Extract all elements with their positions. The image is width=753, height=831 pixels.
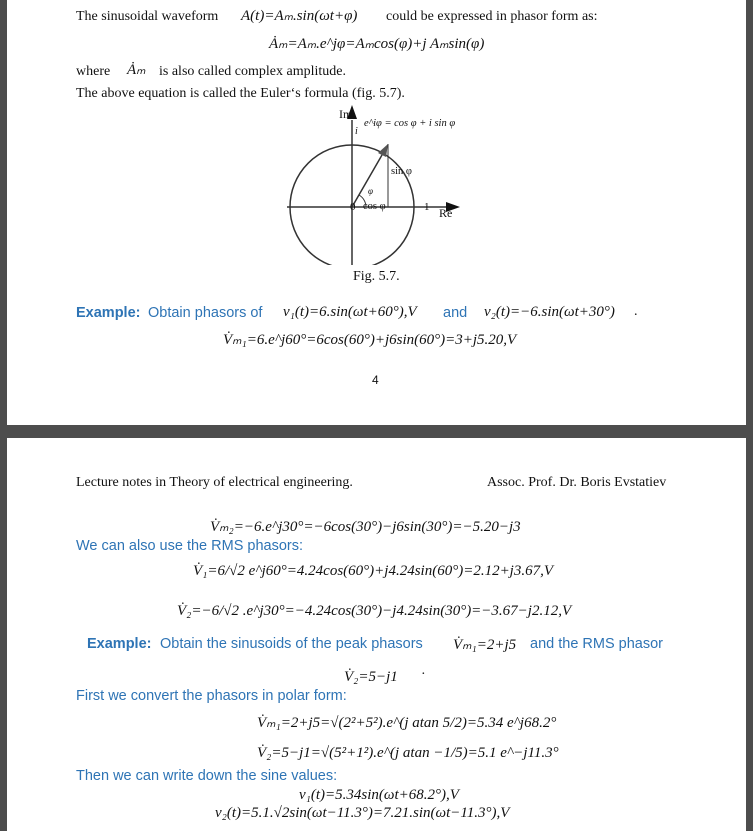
example2-vm1: V̇ₘ₁=2+j5: [453, 637, 517, 653]
where-prefix: where: [76, 64, 111, 79]
page-number: 4: [372, 373, 379, 387]
polar-text: First we convert the phasors in polar form:: [76, 688, 347, 704]
example-dot: .: [634, 304, 638, 319]
euler-label: e^iφ = cos φ + i sin φ: [364, 118, 456, 129]
figure-caption: Fig. 5.7.: [353, 269, 400, 284]
intro-tail: could be expressed in phasor form as:: [386, 9, 598, 24]
example2-text: Obtain the sinusoids of the peak phasors: [160, 636, 423, 652]
phasor-vector: [352, 144, 388, 207]
rms-text: We can also use the RMS phasors:: [76, 538, 304, 554]
header-right: Assoc. Prof. Dr. Boris Evstatiev: [487, 475, 667, 490]
example-label: Example:: [76, 305, 141, 321]
i-label: i: [355, 126, 358, 137]
intro-formula: A(t)=Aₘ.sin(ωt+φ): [241, 8, 358, 24]
where-tail: is also called complex amplitude.: [159, 64, 347, 79]
phi-label: φ: [368, 186, 373, 196]
example-v2: v₂(t)=−6.sin(ωt+30°): [484, 304, 615, 320]
example2-v2: V̇₂=5−j1: [344, 669, 398, 685]
v1-sine: v₁(t)=5.34sin(ωt+68.2°),V: [299, 787, 459, 803]
intro-text: The sinusoidal waveform: [76, 9, 219, 24]
document-page-1: [7, 0, 746, 425]
v2-sine: v₂(t)=5.1.√2sin(ωt−11.3°)=7.21.sin(ωt−11.3°),V: [215, 805, 510, 821]
vm2-equation: V̇ₘ₂=−6.e^j30°=−6cos(30°)−j6sin(30°)=−5.20−j3: [210, 519, 521, 535]
vm1-equation: V̇ₘ₁=6.e^j60°=6cos(60°)+j6sin(60°)=3+j5.20,V: [223, 332, 517, 348]
re-label: Re: [439, 206, 453, 220]
euler-text: The above equation is called the Euler‘s formula (fig. 5.7).: [76, 86, 405, 101]
phasor-equation: Ȧₘ=Aₘ.e^jφ=Aₘcos(φ)+j Aₘsin(φ): [269, 36, 485, 52]
sin-label: sin φ: [391, 166, 412, 177]
one-label: 1: [424, 201, 430, 213]
sine-text: Then we can write down the sine values:: [76, 768, 338, 784]
v1-rms-equation: V̇₁=6/√2 e^j60°=4.24cos(60°)+j4.24sin(60°)=2.12+j3.67,V: [193, 563, 554, 579]
zero-label: 0: [350, 201, 356, 213]
v2-rms-equation: V̇₂=−6/√2 .e^j30°=−4.24cos(30°)−j4.24sin(30°)=−3.67−j2.12,V: [177, 603, 572, 619]
example2-mid: and the RMS phasor: [530, 636, 663, 652]
document-page-2: [7, 438, 746, 831]
cos-label: cos φ: [363, 201, 386, 212]
im-label: Im: [339, 107, 353, 121]
vm1-polar: V̇ₘ₁=2+j5=√(2²+5²).e^(j atan 5/2)=5.34 e^j68.2°: [257, 715, 557, 731]
example2-label: Example:: [87, 636, 152, 652]
header-left: Lecture notes in Theory of electrical engineering.: [76, 475, 353, 490]
example2-dot: ·: [421, 667, 426, 682]
example-text: Obtain phasors of: [148, 305, 263, 321]
where-symbol: Ȧₘ: [127, 62, 146, 78]
example-and: and: [443, 305, 468, 321]
v2-polar: V̇₂=5−j1=√(5²+1²).e^(j atan −1/5)=5.1 e^−j11.3°: [257, 745, 559, 761]
example-v1: v₁(t)=6.sin(ωt+60°),V: [283, 304, 417, 320]
